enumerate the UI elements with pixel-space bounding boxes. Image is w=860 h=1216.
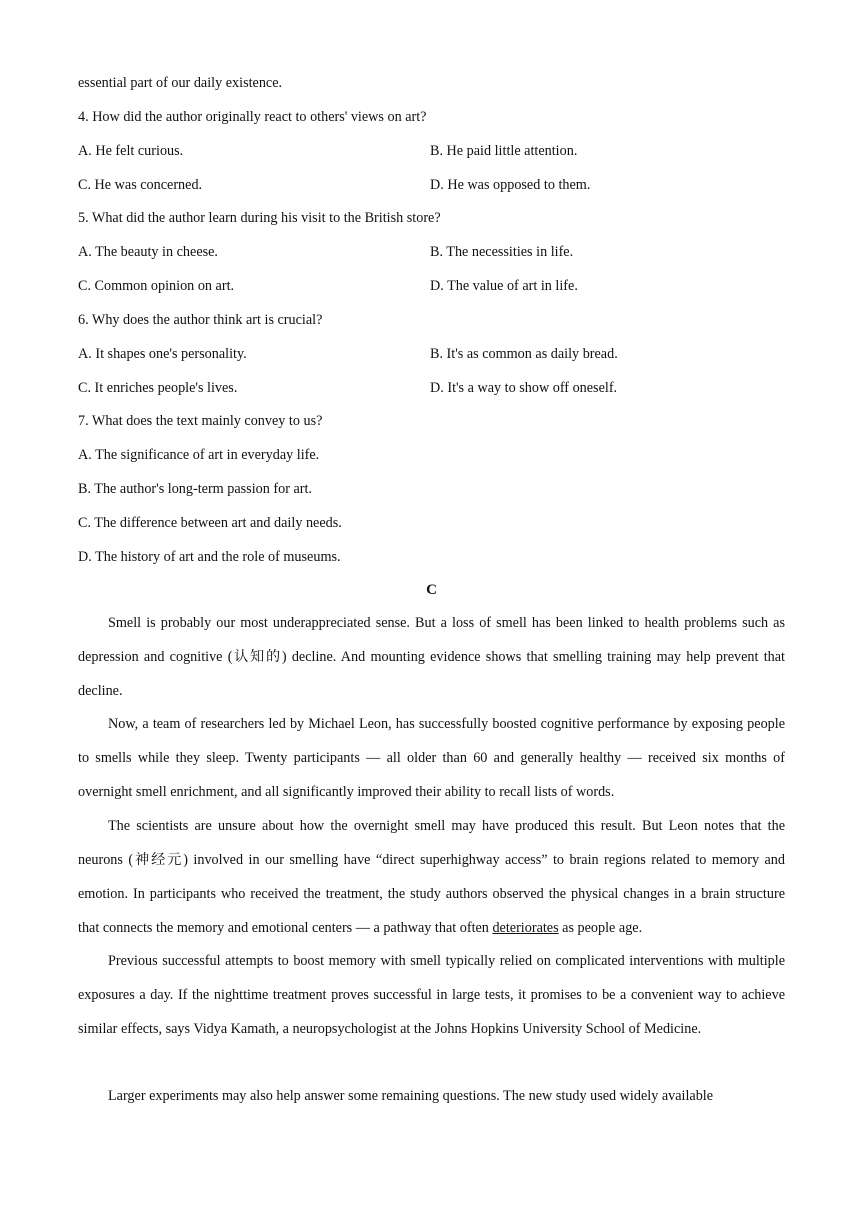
passage-paragraph-4: Previous successful attempts to boost memory with smell typically relied on complicated interventions with multiple exposures a day. If the nighttime treatment proves successful in large tests, it promises to be a convenient way to achieve similar effects, says Vidya Kamath, a neuropsychologist at the Johns Hopkins University School of Medicine. bbox=[78, 953, 785, 1037]
question-7-option-c: C. The difference between art and daily needs. bbox=[78, 515, 342, 531]
question-6-option-d: D. It's a way to show off oneself. bbox=[430, 380, 618, 396]
question-7-option-b: B. The author's long-term passion for art. bbox=[78, 481, 312, 497]
question-6-option-a: A. It shapes one's personality. bbox=[78, 346, 247, 362]
paragraph-3-tail: as people age. bbox=[558, 919, 643, 936]
question-7-option-d: D. The history of art and the role of museums. bbox=[78, 549, 341, 565]
passage-paragraph-1: Smell is probably our most underappreciated sense. But a loss of smell has been linked to health problems such as depression and cognitive (认知的) decline. And mounting evidence shows that smelling training may help prevent that decline. bbox=[78, 615, 785, 699]
question-5-option-a: A. The beauty in cheese. bbox=[78, 244, 218, 260]
passage-paragraph-5: Larger experiments may also help answer some remaining questions. The new study used widely available bbox=[108, 1088, 714, 1104]
section-heading: C bbox=[426, 582, 437, 598]
question-4-option-b: B. He paid little attention. bbox=[430, 143, 578, 159]
passage-paragraph-2: Now, a team of researchers led by Michael Leon, has successfully boosted cognitive performance by exposing people to smells while they sleep. Twenty participants — all older than 60 and generally healthy — received six months of overnight smell enrichment, and all significantly improved their ability to recall lists of words. bbox=[78, 716, 785, 800]
paragraph-3-text: The scientists are unsure about how the overnight smell may have produced this result. But Leon notes that the neurons (神经元) involved in our smelling have “direct superhighway access” to brain regions related to memory and emotion. In participants who received the treatment, the study authors observed the physical changes in a brain structure that connects the memory and emotional centers — a pathway that often bbox=[78, 818, 785, 936]
underlined-word: deteriorates bbox=[492, 919, 559, 936]
question-4-stem: 4. How did the author originally react to others' views on art? bbox=[78, 109, 427, 125]
question-4-option-a: A. He felt curious. bbox=[78, 143, 184, 159]
question-4-option-d: D. He was opposed to them. bbox=[430, 177, 591, 193]
question-5-option-b: B. The necessities in life. bbox=[430, 244, 574, 260]
question-7-option-a: A. The significance of art in everyday life. bbox=[78, 447, 320, 463]
lead-in-text: essential part of our daily existence. bbox=[78, 75, 283, 91]
question-5-option-c: C. Common opinion on art. bbox=[78, 278, 235, 294]
question-5-option-d: D. The value of art in life. bbox=[430, 278, 578, 294]
question-6-option-b: B. It's as common as daily bread. bbox=[430, 346, 618, 362]
question-4-option-c: C. He was concerned. bbox=[78, 177, 203, 193]
question-6-stem: 6. Why does the author think art is crucial? bbox=[78, 312, 323, 328]
question-6-option-c: C. It enriches people's lives. bbox=[78, 380, 238, 396]
question-7-stem: 7. What does the text mainly convey to us? bbox=[78, 413, 323, 429]
question-5-stem: 5. What did the author learn during his visit to the British store? bbox=[78, 210, 441, 226]
passage-paragraph-3 bbox=[78, 810, 785, 946]
